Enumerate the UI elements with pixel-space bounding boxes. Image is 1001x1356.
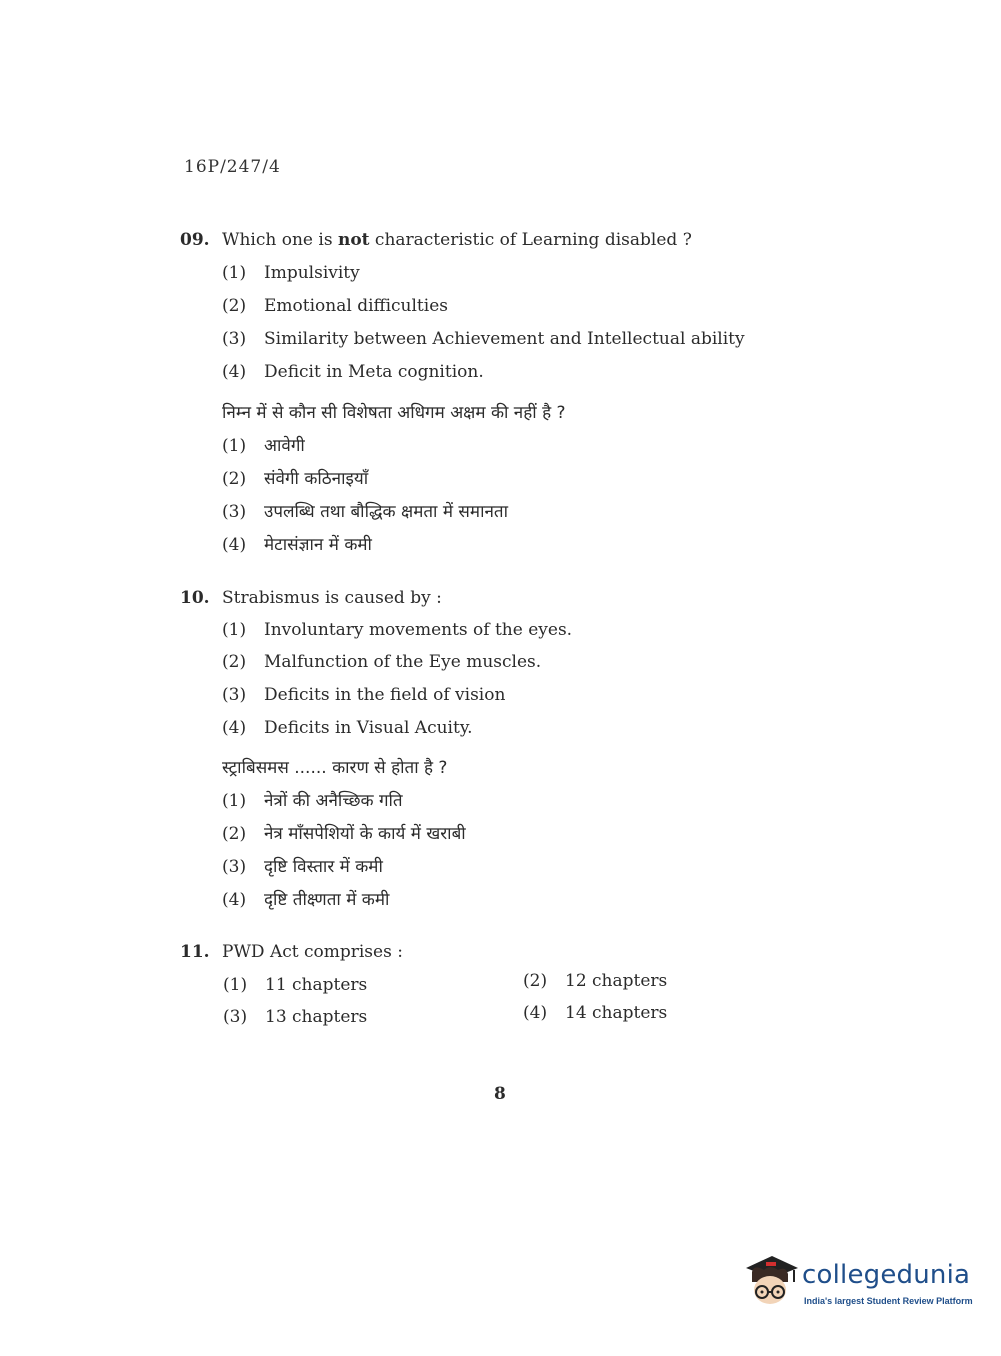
option-2: (2) Malfunction of the Eye muscles. — [222, 652, 542, 672]
question-9 — [180, 229, 800, 555]
page-number: 8 — [494, 1084, 506, 1104]
collegedunia-logo[interactable] — [742, 1252, 972, 1312]
hindi-option-4: (4) मेटासंज्ञान में कमी — [222, 535, 372, 555]
question-text-end: characteristic of Learning disabled ? — [369, 230, 692, 250]
option-2: (2) 12 chapters — [523, 971, 668, 991]
hindi-option-3: (3) दृष्टि विस्तार में कमी — [222, 857, 383, 877]
question-text: Strabismus is caused by : — [222, 588, 442, 608]
option-2: (2) Emotional difficulties — [222, 296, 448, 316]
hindi-option-2: (2) नेत्र माँसपेशियों के कार्य में खराबी — [222, 824, 466, 844]
question-9-stem — [180, 229, 800, 251]
hindi-option-1: (1) नेत्रों की अनैच्छिक गति — [222, 791, 403, 811]
hindi-option-1: (1) आवेगी — [222, 436, 305, 456]
logo-tagline: India's largest Student Review Platform — [804, 1296, 973, 1306]
question-text: Which one is — [222, 230, 338, 250]
hindi-option-4: (4) दृष्टि तीक्ष्णता में कमी — [222, 890, 390, 910]
option-3: (3) Similarity between Achievement and Intellectual ability — [222, 329, 745, 349]
option-1: (1) Impulsivity — [222, 263, 360, 283]
logo-wordmark: collegedunia — [802, 1260, 971, 1290]
question-11-stem — [180, 941, 800, 963]
question-10-hindi-stem: स्ट्राबिसमस ...... कारण से होता है ? — [222, 758, 448, 778]
question-9-hindi-stem: निम्न में से कौन सी विशेषता अधिगम अक्षम की नहीं है ? — [222, 403, 566, 423]
question-emphasis: not — [337, 230, 370, 250]
option-3: (3) Deficits in the field of vision — [222, 685, 506, 705]
option-1: (1) Involuntary movements of the eyes. — [222, 620, 573, 640]
question-10 — [180, 587, 800, 910]
question-11 — [180, 941, 800, 1027]
question-number: 10. — [180, 588, 210, 608]
question-10-stem — [180, 587, 800, 609]
hindi-option-2: (2) संवेगी कठिनाइयाँ — [222, 469, 369, 489]
option-3: (3) 13 chapters — [223, 1007, 368, 1027]
student-mascot-icon — [742, 1252, 798, 1308]
question-number: 09. — [180, 230, 210, 250]
option-4: (4) Deficit in Meta cognition. — [222, 362, 484, 382]
option-4: (4) Deficits in Visual Acuity. — [222, 718, 473, 738]
option-1: (1) 11 chapters — [223, 975, 368, 995]
question-text: PWD Act comprises : — [222, 942, 403, 962]
paper-code: 16P/247/4 — [184, 157, 281, 177]
question-number: 11. — [180, 942, 210, 962]
option-4: (4) 14 chapters — [523, 1003, 668, 1023]
hindi-option-3: (3) उपलब्धि तथा बौद्धिक क्षमता में समानता — [222, 502, 509, 522]
